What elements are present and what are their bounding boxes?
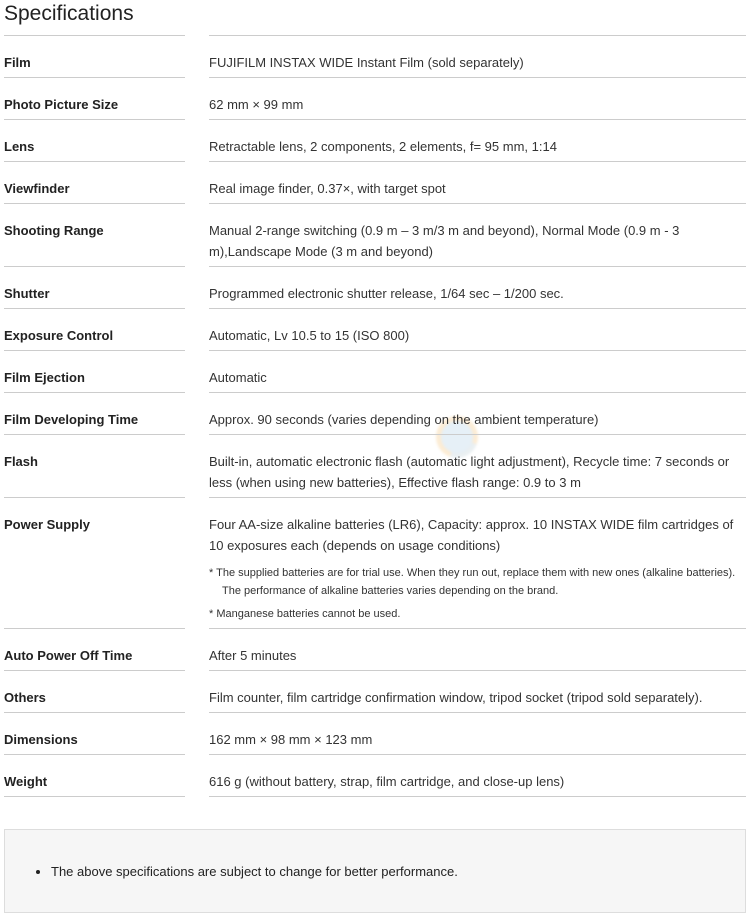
spec-row	[4, 628, 746, 670]
spec-row-power-supply	[4, 497, 746, 628]
spec-row	[4, 754, 746, 797]
spec-value: FUJIFILM INSTAX WIDE Instant Film (sold separately)	[209, 35, 746, 77]
spec-row	[4, 434, 746, 497]
footnote: * The supplied batteries are for trial use. When they run out, replace them with new ones (alkaline batteries). The performance of alkaline batteries varies depending on the brand.	[209, 567, 736, 598]
spec-value: Retractable lens, 2 components, 2 elements, f= 95 mm, 1:14	[209, 119, 746, 161]
spec-row	[4, 203, 746, 266]
spec-value-text: Four AA-size alkaline batteries (LR6), Capacity: approx. 10 INSTAX WIDE film cartridges of 10 exposures each (depends on usage conditions)	[209, 517, 734, 554]
spec-row	[4, 392, 746, 434]
spec-value: Built-in, automatic electronic flash (automatic light adjustment), Recycle time: 7 seconds or less (when using new batteries), Effective flash range: 0.9 to 3 m	[209, 434, 746, 497]
spec-label: Weight	[4, 754, 185, 797]
spec-value: Approx. 90 seconds (varies depending on the ambient temperature)	[209, 392, 746, 434]
spec-row	[4, 119, 746, 161]
spec-value: 62 mm × 99 mm	[209, 77, 746, 119]
spec-value: Real image finder, 0.37×, with target spot	[209, 161, 746, 203]
spec-footnotes	[209, 564, 746, 623]
spec-row	[4, 77, 746, 119]
spec-label: Film	[4, 35, 185, 77]
spec-value: Automatic	[209, 350, 746, 392]
spec-label: Photo Picture Size	[4, 77, 185, 119]
disclaimer-note: • The above specifications are subject to change for better performance.	[51, 862, 458, 881]
spec-label: Exposure Control	[4, 308, 185, 350]
page-title: Specifications	[4, 2, 134, 25]
spec-value: 162 mm × 98 mm × 123 mm	[209, 712, 746, 754]
disclaimer-list	[5, 862, 474, 881]
spec-row	[4, 350, 746, 392]
spec-row	[4, 266, 746, 308]
footnote: * Manganese batteries cannot be used.	[209, 608, 401, 621]
spec-row	[4, 670, 746, 712]
spec-label: Others	[4, 670, 185, 712]
spec-value: Programmed electronic shutter release, 1/64 sec – 1/200 sec.	[209, 266, 746, 308]
spec-row	[4, 712, 746, 754]
spec-row	[4, 308, 746, 350]
spec-label: Dimensions	[4, 712, 185, 754]
spec-row	[4, 161, 746, 203]
spec-value: Manual 2-range switching (0.9 m – 3 m/3 m and beyond), Normal Mode (0.9 m - 3 m),Landscape Mode (3 m and beyond)	[209, 203, 746, 266]
spec-value	[209, 497, 746, 628]
disclaimer-box	[4, 829, 746, 913]
spec-label: Film Developing Time	[4, 392, 185, 434]
spec-label: Shooting Range	[4, 203, 185, 266]
spec-value: Film counter, film cartridge confirmation window, tripod socket (tripod sold separately).	[209, 670, 746, 712]
spec-value: 616 g (without battery, strap, film cartridge, and close-up lens)	[209, 754, 746, 797]
spec-value: Automatic, Lv 10.5 to 15 (ISO 800)	[209, 308, 746, 350]
spec-table	[4, 35, 746, 797]
spec-label: Lens	[4, 119, 185, 161]
spec-label: Flash	[4, 434, 185, 497]
spec-label: Power Supply	[4, 497, 185, 628]
spec-value: After 5 minutes	[209, 628, 746, 670]
spec-row	[4, 35, 746, 77]
spec-label: Viewfinder	[4, 161, 185, 203]
spec-label: Film Ejection	[4, 350, 185, 392]
spec-label: Auto Power Off Time	[4, 628, 185, 670]
spec-label: Shutter	[4, 266, 185, 308]
